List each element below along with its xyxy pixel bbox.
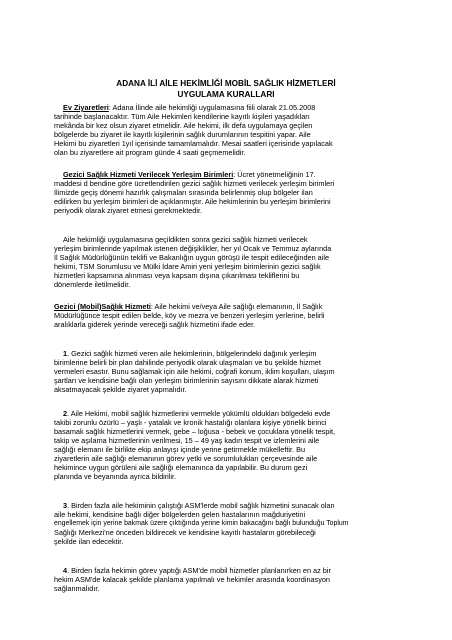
paragraph-line: engellemek için yerine bakmak üzere çıktığında yerine kimin bakacağını bağlı bulunduğu Toplum — [54, 520, 349, 527]
paragraph-line: sağlığı elemanı ile birlikte ekip anlayışı içinde yerine getirmekle mükelleftir. Bu — [54, 445, 306, 454]
paragraph-line: tarihinde başlanacaktır. Tüm Aile Hekimleri kendilerine kayıtlı kişileri yaşadıkları — [54, 112, 310, 121]
item-number: 2 — [63, 409, 68, 418]
paragraph-line: Hekimi bu ziyaretleri 1yıl içerisinde tamamlamalıdır. Mesai saatleri içerisinde yapılacak — [54, 139, 333, 148]
paragraph-line: dönemlerde iletilmelidir. — [54, 280, 131, 289]
paragraph-line: periyodik olarak ziyaret etmesi gerekmektedir. — [54, 206, 203, 215]
paragraph-line: İl Sağlık Müdürlüğünün teklifi ve Bakanlığın uygun görüşü ile tespit edileceğinden aile — [54, 253, 330, 262]
paragraph-line: olan bu ziyaretlere ait program günde 4 saati geçmemelidir. — [54, 148, 246, 157]
paragraph-line: hekimi, TSM Sorumlusu ve Mülki İdare Amiri yeni yerleşim birimlerinin gezici sağlık — [54, 262, 321, 271]
paragraph-line: . Birden fazla hekimin görev yaptığı ASM'de mobil hizmetler planlanırken en az bir — [67, 566, 331, 575]
document-title-line-2: UYGULAMA KURALLARI — [177, 90, 275, 99]
paragraph-line: . Birden fazla aile hekiminin çalıştığı ASM'lerde mobil sağlık hizmetini sunacak olan — [67, 501, 335, 510]
paragraph-line: mekânda bir kez olsun ziyaret etmelidir. Aile hekimi, ilk defa uygulamaya geçilen — [54, 121, 313, 130]
paragraph-line: aralıklarla giderek yerinde vereceği sağlık hizmetini ifade eder. — [54, 320, 256, 329]
paragraph-line: birimlerine belirli bir plan dahilinde periyodik olarak ulaşmaları ve bu şekilde hizmet — [54, 358, 321, 367]
paragraph-line: yerleşim birimlerinde yapılmak istenen değişiklikler, her yıl Ocak ve Temmuz aylarında — [54, 244, 332, 253]
paragraph-line: Müdürlüğünce tespit edilen belde, köy ve mezra ve benzeri yerleşim yerlerine, belirli — [54, 311, 325, 320]
section-heading: Gezici (Mobil)Sağlık Hizmeti — [54, 302, 151, 311]
paragraph-line: şekilde ilan edecektir. — [54, 537, 124, 546]
paragraph-line: ziyaretlerin aile sağlığı elemanının görev yetki ve sorumlulukları çerçevesinde aile — [54, 454, 318, 463]
paragraph-line: aile hekimi, kendisine bağlı diğer bölgelerden gelen hastalarının mağduriyetini — [54, 510, 306, 519]
section-heading: Ev Ziyaretleri — [63, 103, 109, 112]
paragraph-line: vermeleri esastır. Bunu sağlamak için aile hekimi, coğrafi konum, iklim koşulları, ulaşım — [54, 367, 335, 376]
paragraph-line: bölgelerde bu ziyaret ile kayıtlı kişilerinin sağlık durumlarının tespitini yapar. Aile — [54, 130, 311, 139]
paragraph-line: edilirken bu yerleşim birimleri de açıklanmıştır. Aile hekimlerinin bu yerleşim birimlerini — [54, 197, 331, 206]
paragraph-line: : Adana İlinde aile hekimliği uygulamasına fiili olarak 21.05.2008 — [108, 103, 316, 112]
paragraph-line: planında ve beyanında ayrıca bildirilir. — [54, 472, 177, 481]
paragraph-line: şartları ve kendisine bağlı olan yerleşim birimlerinin sayısını dikkate alarak hizmeti — [54, 376, 319, 385]
document-title-line-1: ADANA İLİ AİLE HEKİMLİĞİ MOBİL SAĞLIK HİZMETLERİ — [116, 79, 336, 88]
paragraph-line: . Aile Hekimi, mobil sağlık hizmetlerini vermekle yükümlü oldukları bölgedeki evde — [67, 409, 331, 418]
section-heading: Gezici Sağlık Hizmeti Verilecek Yerleşim Birimleri — [63, 170, 234, 179]
item-number: 1 — [63, 349, 68, 358]
paragraph-line: : Aile hekimi ve/veya Aile sağlığı elemanının, İl Sağlık — [150, 302, 323, 311]
paragraph-line: Aile hekimliği uygulamasına geçildikten sonra gezici sağlık hizmeti verilecek — [63, 235, 308, 244]
paragraph-line: takip ve aşılama hizmetlerinin verilmesi, 15 – 49 yaş kadın tespit ve izlemlerini aile — [54, 436, 320, 445]
paragraph-line: Sağlığı Merkezi'ne önceden bildirecek ve kendisine kayıtlı hastaların görebileceği — [54, 528, 316, 537]
item-number: 3 — [63, 501, 68, 510]
paragraph-line: hekimince uygun görüleni aile sağlığı elemanınca da yapılabilir. Bu durum gezi — [54, 463, 308, 472]
paragraph-line: aksatmayacak şekilde ziyaret yapmalıdır. — [54, 385, 187, 394]
paragraph-line: hekim ASM'de kalacak şekilde planlama yapılmalı ve hekimler arasında koordinasyon — [54, 575, 330, 584]
paragraph-line: : Ücret yönetmeliğinin 17. — [233, 170, 316, 179]
paragraph-line: basamak sağlık hizmetlerini vermek, gebe – loğusa - bebek ve çocuklara yönelik tespit, — [54, 427, 336, 436]
paragraph-line: sağlanmalıdır. — [54, 584, 100, 593]
paragraph-line: maddesi d bendine göre ücretlendirilen gezici sağlık hizmeti verilecek yerleşim birimleri — [54, 179, 335, 188]
item-number: 4 — [63, 566, 68, 575]
paragraph-line: İlimizde geçiş dönemi hazırlık çalışmaları sırasında belirlenmiş olup bölgeler ilan — [54, 188, 313, 197]
paragraph-line: . Gezici sağlık hizmeti veren aile hekimlerinin, bölgelerindeki dağınık yerleşim — [67, 349, 317, 358]
paragraph-line: takibi zorunlu özürlü – yaşlı - yatalak ve kronik hastalığı olanlara kişiye yönelik birinci — [54, 418, 327, 427]
paragraph-line: hizmetleri kapsamına alınması veya kapsam dışına çıkarılması tekliflerini bu — [54, 271, 300, 280]
